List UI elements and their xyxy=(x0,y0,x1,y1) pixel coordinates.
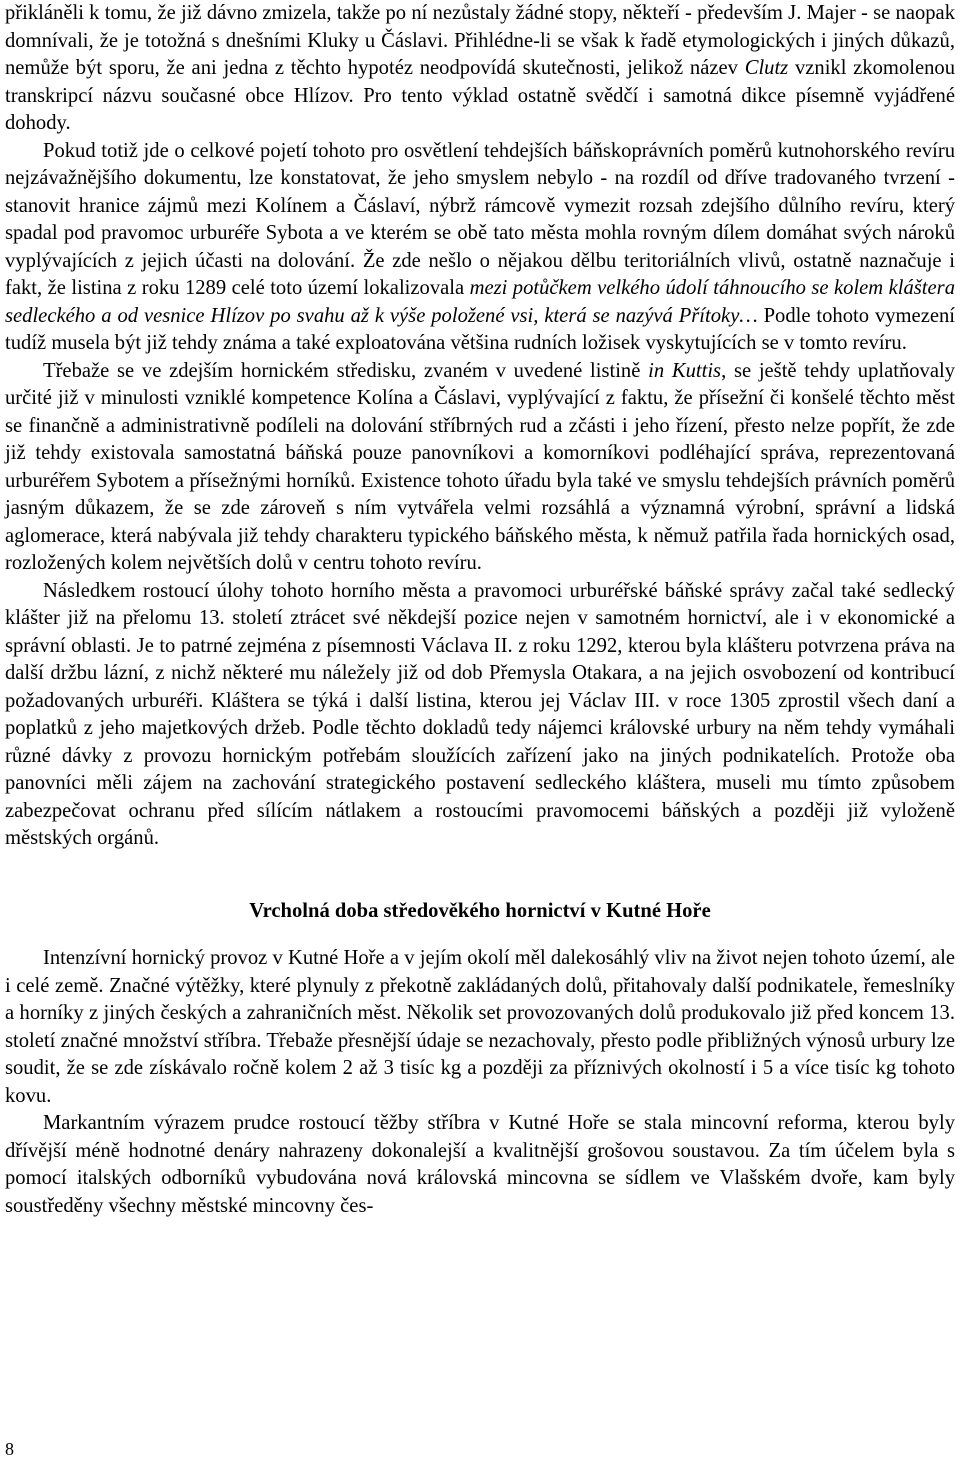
paragraph xyxy=(5,578,955,853)
text-segment: vznikl zkomolenou transkripcí názvu současné obce Hlízov. Pro tento výklad ostatně svědčí i samotná dikce písemně vyjádřené dohody. xyxy=(5,57,955,134)
paragraph xyxy=(5,138,955,358)
italic-text-segment: Clutz xyxy=(744,57,789,79)
text-segment: , se ještě tehdy uplatňovaly určité již v minulosti vzniklé kompetence Kolína a Čáslavi, vyplývající z faktu, že přísežní či konšelé těchto měst se finančně a administrativně podíleli na dolování stříbrných rud a zčásti i jeho řízení, přesto nelze popřít, že zde již tehdy existovala samostatná báňská pouze panovníkovi a komorníkovi podléhající správa, reprezentovaná urburéřem Sybotem a přísežnými horníků. Existence tohoto úřadu byla také ve smyslu tehdejších právních poměrů jasným důkazem, že se zde zároveň s ním vytvářela velmi rozsáhlá a významná výrobní, správní a lidská aglomerace, která nabývala již tehdy charakteru typického báňského města, k němuž patřila řada hornických osad, rozložených kolem největších dolů v centru tohoto revíru. xyxy=(5,359,955,574)
paragraph xyxy=(5,1110,955,1220)
paragraph xyxy=(5,358,955,578)
text-segment: Třebaže se ve zdejším hornickém středisku, zvaném v uvedené listině xyxy=(43,359,649,382)
text-segment: Podle tohoto vymezení tudíž musela být již tehdy známa a také exploatována většina rudních ložisek vyskytujících se v tomto revíru. xyxy=(5,304,955,354)
body-text-after-heading xyxy=(5,945,955,1220)
body-text-before-heading xyxy=(5,0,955,853)
paragraph xyxy=(5,0,955,138)
section-heading: Vrcholná doba středověkého hornictví v Kutné Hoře xyxy=(249,899,711,922)
text-segment: Pokud totiž jde o celkové pojetí tohoto pro osvětlení tehdejších báňskoprávních poměrů kutnohorského revíru nejzávažnějšího dokumentu, lze konstatovat, že jeho smyslem nebylo - na rozdíl od dříve tradovaného tvrzení - stanovit hranice zájmů mezi Kolínem a Čáslaví, nýbrž rámcově vymezit rozsah zdejšího důlního revíru, který spadal pod pravomoc urburéře Sybota a ve kterém se obě tato města mohla rovným dílem domáhat svých nároků vyplývajících z jejich účasti na dolování. Že zde nešlo o nějakou dělbu teritoriálních vlivů, ostatně naznačuje i fakt, že listina z roku 1289 celé toto území lokalizovala xyxy=(5,139,955,299)
text-segment: Markantním výrazem prudce rostoucí těžby stříbra v Kutné Hoře se stala mincovní reforma, kterou byly dřívější méně hodnotné denáry nahrazeny dokonalejší a kvalitnější grošovou soustavou. Za tím účelem byla s pomocí italských odborníků vybudována nová královská mincovna se sídlem ve Vlašském dvoře, kam byly soustředěny všechny městské mincovny čes- xyxy=(5,1112,955,1217)
text-segment: Následkem rostoucí úlohy tohoto horního města a pravomoci urburéřské báňské správy začal také sedlecký klášter již na přelomu 13. století ztrácet své někdejší pozice nejen v samotném hornictví, ale i v ekonomické a správní oblasti. Je to patrné zejména z písemnosti Václava II. z roku 1292, kterou byla klášteru potvrzena práva na další držbu lázní, z nichž některé mu náležely již od dob Přemysla Otakara, a na jejich osvobození od kontribucí požadovaných urburéři. Kláštera se týká i další listina, kterou jej Václav III. v roce 1305 zprostil všech daní a poplatků z jeho majetkových držeb. Podle těchto dokladů tedy nájemci královské urbury na něm tehdy vymáhali různé dávky z provozu hornickým potřebám sloužících zařízení jako na jiných podnikatelích. Protože oba panovníci měli zájem na zachování strategického postavení sedleckého kláštera, museli mu tímto způsobem zabezpečovat ochranu před sílícím nátlakem a rostoucími pravomocemi báňských a později již vyloženě městských orgánů. xyxy=(5,579,955,849)
text-segment: Intenzívní hornický provoz v Kutné Hoře a v jejím okolí měl dalekosáhlý vliv na život nejen tohoto území, ale i celé země. Značné výtěžky, které plynuly z překotně zakládaných dolů, přitahovaly další podnikatele, řemeslníky a horníky z jiných českých a zahraničních měst. Několik set provozovaných dolů produkovalo již před koncem 13. století značné množství stříbra. Třebaže přesnější údaje se nezachovaly, přesto podle přibližných výnosů urbury lze soudit, že se zde získávalo ročně kolem 2 až 3 tisíc kg a později za příznivých okolností i 5 a více tisíc kg tohoto kovu. xyxy=(5,947,955,1107)
document-page xyxy=(5,0,955,1220)
italic-text-segment: in Kuttis xyxy=(648,359,722,382)
page-number: 8 xyxy=(5,1439,14,1459)
paragraph xyxy=(5,945,955,1110)
italic-text-segment: mezi potůčkem velkého údolí táhnoucího se kolem kláštera sedleckého a od vesnice Hlízov po svahu až k výše položené vsi, která se nazývá Přítoky… xyxy=(5,277,955,327)
text-segment: přikláněli k tomu, že již dávno zmizela, takže po ní nezůstaly žádné stopy, někteří - především J. Majer - se naopak domnívali, že je totožná s dnešními Kluky u Čáslavi. Přihlédne-li se však k řadě etymologických i jiných důkazů, nemůže být sporu, že ani jedna z těchto hypotéz neodpovídá skutečnosti, jelikož název xyxy=(5,2,955,79)
